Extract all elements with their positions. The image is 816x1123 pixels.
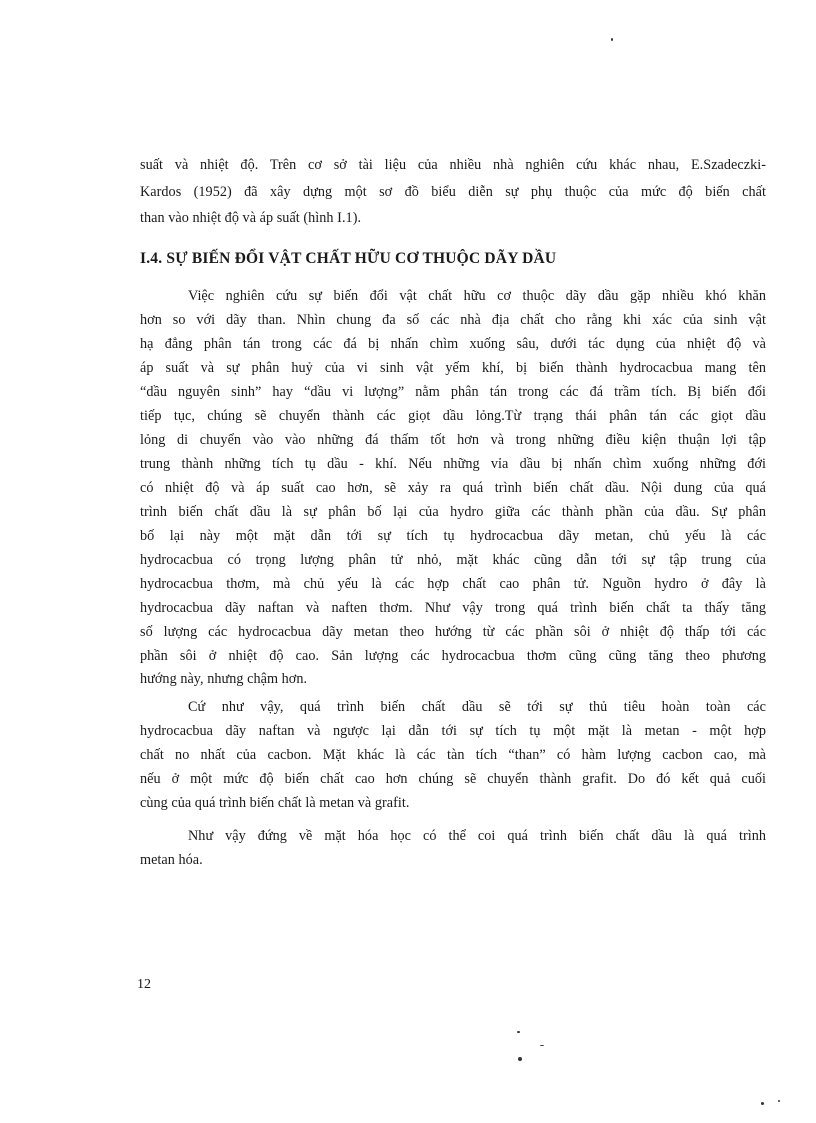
paragraph-line: hydrocacbua dãy naftan và ngược lại dẫn tới sự tích tụ một mặt là metan - một hợp [140, 723, 766, 739]
paragraph-line: hướng này, nhưng chậm hơn. [140, 671, 308, 687]
scan-speck [518, 1057, 522, 1061]
page-number: 12 [137, 977, 151, 992]
paragraph-line: “dầu nguyên sinh” hay “dầu vi lượng” nằm phân tán trong các đá trầm tích. Bị biến đổi [140, 384, 766, 400]
paragraph-line: nếu ở một mức độ biến chất cao hơn chúng sẽ chuyển thành grafit. Do đó kết quả cuối [140, 771, 766, 787]
paragraph-line: trung thành những tích tụ dầu - khí. Nếu những vỉa dầu bị nhấn chìm xuống những đới [140, 456, 766, 472]
section-heading: I.4. SỰ BIẾN ĐỔI VẬT CHẤT HỮU CƠ THUỘC DÃY DẦU [140, 250, 557, 267]
paragraph-line: Kardos (1952) đã xây dựng một sơ đồ biểu diễn sự phụ thuộc của mức độ biến chất [140, 184, 766, 200]
paragraph-line: hydrocacbua có trọng lượng phân tử nhỏ, mặt khác cũng dẫn tới sự tập trung của [140, 552, 766, 568]
paragraph-line: hydrocacbua dãy naftan và naften thơm. Như vậy trong quá trình biến chất ta thấy tăng [140, 600, 766, 616]
scan-speck [540, 1045, 544, 1046]
paragraph-line: trình biến chất dầu là sự phân bố lại của hydro giữa các thành phần của dầu. Sự phân [140, 504, 766, 520]
scan-speck [778, 1100, 780, 1102]
paragraph-line: có nhiệt độ và áp suất cao hơn, sẽ xảy ra quá trình biến chất dầu. Nội dung của quá [140, 480, 766, 496]
paragraph-line: lỏng di chuyển vào vào những đá thấm tốt hơn và trong những điều kiện thuận lợi tập [140, 432, 766, 448]
paragraph-line: cùng của quá trình biến chất là metan và grafit. [140, 795, 410, 811]
paragraph-line: áp suất và sự phân huỷ của vi sinh vật yếm khí, bị biến thành hydrocacbua mang tên [140, 360, 766, 376]
paragraph-line: bố lại này một mặt dẫn tới sự tích tụ hydrocacbua dãy metan, chủ yếu là các [140, 528, 766, 544]
paragraph-line: số lượng các hydrocacbua dãy metan theo hướng từ các phần sôi ở nhiệt độ thấp tới các [140, 624, 766, 640]
scan-speck [517, 1031, 520, 1033]
paragraph-line: Như vậy đứng về mặt hóa học có thể coi quá trình biến chất dầu là quá trình [188, 828, 766, 844]
paragraph-line: chất no nhất của cacbon. Mặt khác là các tàn tích “than” có hàm lượng cacbon cao, mà [140, 747, 766, 763]
paragraph-line: Cứ như vậy, quá trình biến chất dầu sẽ tới sự thủ tiêu hoàn toàn các [188, 699, 766, 715]
paragraph-line: than vào nhiệt độ và áp suất (hình I.1). [140, 210, 362, 226]
paragraph-line: hydrocacbua thơm, mà chủ yếu là các hợp chất cao phân tử. Nguồn hydro ở đây là [140, 576, 766, 592]
scan-speck [761, 1102, 764, 1105]
paragraph-line: hạ đẳng phân tán trong các đá bị nhấn chìm xuống sâu, dưới tác dụng của nhiệt độ và [140, 336, 766, 352]
paragraph-line: Việc nghiên cứu sự biến đổi vật chất hữu cơ thuộc dãy dầu gặp nhiều khó khăn [188, 288, 766, 304]
paragraph-line: tiếp tục, chúng sẽ chuyển thành các giọt dầu lỏng.Từ trạng thái phân tán các giọt dầu [140, 408, 766, 424]
paragraph-line: suất và nhiệt độ. Trên cơ sở tài liệu của nhiều nhà nghiên cứu khác nhau, E.Szadeczki- [140, 157, 766, 173]
scan-speck [611, 38, 613, 41]
paragraph-line: hơn so với dãy than. Nhìn chung đa số các nhà địa chất cho rằng khi xác của sinh vật [140, 312, 766, 328]
paragraph-line: metan hóa. [140, 852, 203, 868]
paragraph-line: phần sôi ở nhiệt độ cao. Sản lượng các hydrocacbua thơm cũng cũng tăng theo phương [140, 648, 766, 664]
